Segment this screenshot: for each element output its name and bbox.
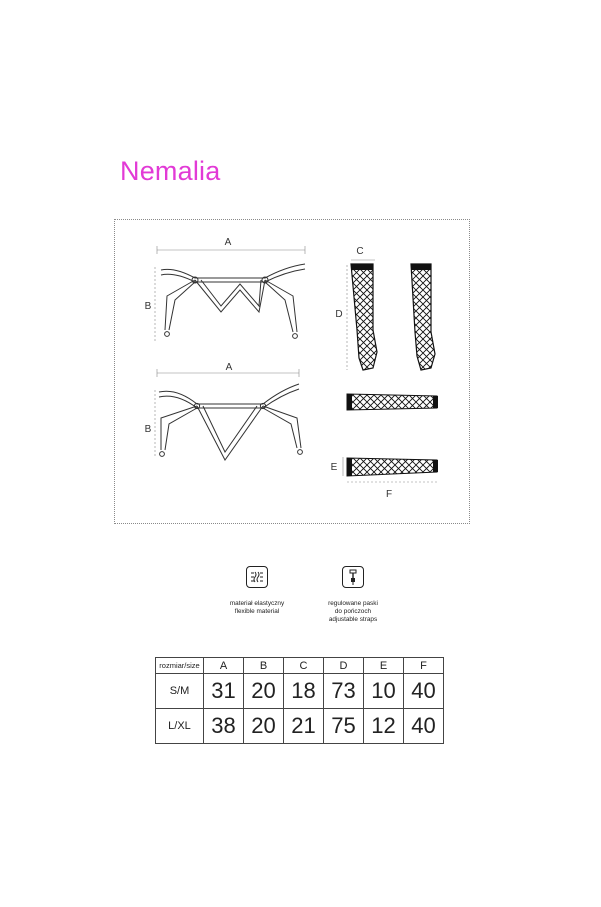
table-cell: 20 xyxy=(244,709,284,744)
label-belt1-height: B xyxy=(144,301,152,312)
table-cell: 40 xyxy=(404,674,444,709)
sleeve-top xyxy=(347,394,438,410)
stocking-side xyxy=(411,264,435,370)
feature-adjustable-straps xyxy=(305,566,401,624)
table-cell: 38 xyxy=(204,709,244,744)
feature-label-pl: materiał elastyczny xyxy=(229,600,285,607)
table-cell: 10 xyxy=(364,674,404,709)
table-cell: 12 xyxy=(364,709,404,744)
table-row xyxy=(156,709,444,744)
feature-label-pl-1: regulowane paski xyxy=(328,600,378,607)
feature-label-pl-2: do pończoch xyxy=(334,608,372,615)
table-row xyxy=(156,674,444,709)
size-table-header xyxy=(156,658,444,674)
table-cell: 18 xyxy=(284,674,324,709)
table-cell: 75 xyxy=(324,709,364,744)
size-table-corner: rozmiar/size xyxy=(156,658,204,674)
feature-label-en: flexible material xyxy=(234,608,280,615)
table-cell: 31 xyxy=(204,674,244,709)
table-cell: 40 xyxy=(404,709,444,744)
label-belt1-width: A xyxy=(224,237,232,248)
table-cell: 20 xyxy=(244,674,284,709)
garment-drawing xyxy=(115,220,471,525)
product-diagram xyxy=(114,219,470,524)
stocking-front xyxy=(347,260,377,370)
label-stocking-top: C xyxy=(356,246,364,257)
label-belt2-width: A xyxy=(225,362,233,373)
table-cell: 73 xyxy=(324,674,364,709)
garter-belt-back xyxy=(155,369,302,460)
column-header-a: A xyxy=(204,658,244,674)
label-sleeve-height: E xyxy=(330,462,338,473)
column-header-c: C xyxy=(284,658,324,674)
row-label: S/M xyxy=(156,674,204,709)
adjustable-strap-icon xyxy=(342,566,364,588)
column-header-f: F xyxy=(404,658,444,674)
label-belt2-height: B xyxy=(144,424,152,435)
row-label: L/XL xyxy=(156,709,204,744)
feature-flexible-material xyxy=(214,566,300,616)
product-title: Nemalia xyxy=(120,156,221,186)
label-stocking-length: D xyxy=(335,309,343,320)
column-header-e: E xyxy=(364,658,404,674)
sleeve-bottom xyxy=(343,457,439,482)
size-table xyxy=(155,657,444,744)
feature-label-en: adjustable straps xyxy=(328,616,378,623)
column-header-b: B xyxy=(244,658,284,674)
label-sleeve-length: F xyxy=(385,489,393,500)
column-header-d: D xyxy=(324,658,364,674)
garter-belt-front xyxy=(155,246,305,342)
table-cell: 21 xyxy=(284,709,324,744)
stretch-fabric-icon xyxy=(246,566,268,588)
